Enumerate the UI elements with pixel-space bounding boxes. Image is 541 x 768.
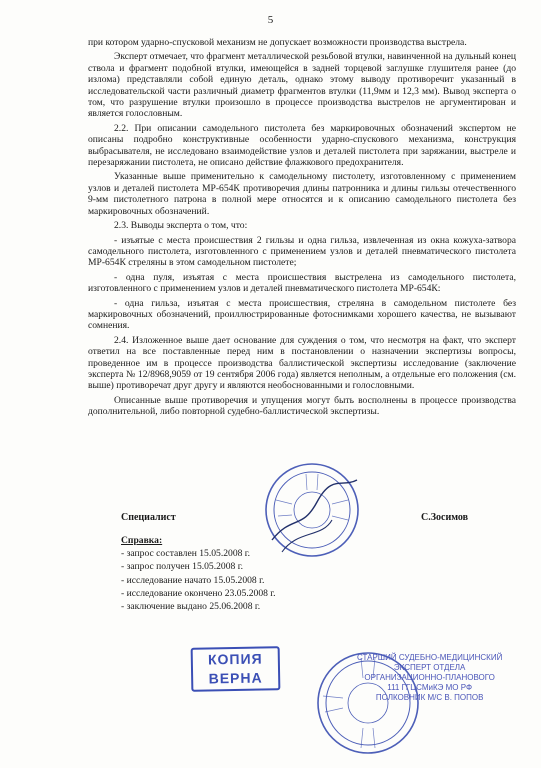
official-stamp-line: ПОЛКОВНИК М/С В. ПОПОВ	[375, 693, 484, 702]
signature-name: С.Зосимов	[421, 512, 469, 523]
reference-item: - исследование окончено 23.05.2008 г.	[121, 587, 276, 599]
paragraph: 2.4. Изложенное выше дает основание для суждения о том, что несмотря на факт, что эксперт ответил на все поставленные перед ним в постановлении о назначении экспертизы вопросы, проведенное им в процессе производства баллистической экспертизы исследование (заключение эксперта № 12/8968,9059 от 19 сентября 2006 года) является неполным, а отдельные его положения (см. выше) противоречат друг другу и являются необоснованными и голословными.	[88, 334, 516, 392]
official-stamp-text	[357, 653, 502, 703]
document-body	[88, 37, 516, 421]
page-number: 5	[267, 14, 274, 26]
copy-stamp-line: КОПИЯ	[207, 650, 263, 668]
reference-title: Справка:	[121, 535, 163, 546]
reference-item: - заключение выдано 25.06.2008 г.	[121, 601, 261, 613]
paragraph: 2.3. Выводы эксперта о том, что:	[114, 220, 248, 232]
copy-stamp-line: ВЕРНА	[208, 669, 263, 687]
paragraph: Указанные выше применительно к самодельному пистолету, изготовленному с применением узлов и деталей пистолета МР-654К противоречия длины патронника и длины гильзы отечественного 9-мм пистолетного патрона в полной мере относятся и к описанию самодельного пистолета без маркировочных обозначений.	[88, 171, 516, 217]
paragraph: - изъятые с места происшествия 2 гильзы и одна гильза, извлеченная из окна кожуха-затвора самодельного пистолета, изготовленного с применением узлов и деталей пневматического пистолета МР-654К стреляны в этом самодельном пистолете;	[88, 234, 516, 269]
copy-certified-stamp	[191, 646, 281, 692]
official-stamp-line: СТАРШИЙ СУДЕБНО-МЕДИЦИНСКИЙ	[357, 653, 503, 662]
paragraph: Эксперт отмечает, что фрагмент металлической резьбовой втулки, навинченной на дульный конец ствола и фрагмент подобной втулки, имеющейся в задней торцевой заглушке глушителя ранее (до излома) представляли собой единую деталь, однако этому выводу противоречит указанный в исследовательской части различный диаметр фрагментов втулки (11,9мм и 12,3 мм). Вывод эксперта о том, что разрушение втулки произошло в процессе производства выстрелов не аргументирован и является голословным.	[88, 51, 516, 120]
paragraph: Описанные выше противоречия и упущения могут быть восполнены в процессе производства дополнительной, либо повторной судебно-баллистической экспертизы.	[88, 394, 516, 418]
paragraph: 2.2. При описании самодельного пистолета без маркировочных обозначений экспертом не описаны подробно конструктивные особенности ударно-спускового механизма, конструкция выбрасывателя, не исследовано взаимодействие узлов и деталей пистолета при заряжании, выстреле и перезаряжании пистолета, не описано действие флажкового предохранителя.	[88, 122, 516, 169]
reference-item: - исследование начато 15.05.2008 г.	[121, 574, 265, 586]
paragraph: при котором ударно-спусковой механизм не допускает возможности производства выстрела.	[88, 37, 467, 48]
paragraph: - одна пуля, изъятая с места происшествия выстрелена из самодельного пистолета, изготовленного с применением узлов и деталей пневматического пистолета МР-654К:	[88, 271, 516, 295]
reference-item: - запрос составлен 15.05.2008 г.	[121, 548, 251, 560]
reference-block	[121, 534, 276, 613]
official-stamp-line: ОРГАНИЗАЦИОННО-ПЛАНОВОГО	[364, 673, 495, 682]
official-stamp-line: ЭКСПЕРТ ОТДЕЛА	[393, 663, 466, 672]
round-stamp-signature	[262, 460, 362, 560]
official-stamp-line: 111 ГГЦСМиКЭ МО РФ	[387, 683, 473, 692]
paragraph: - одна гильза, изъятая с места происшествия, стреляна в самодельном пистолете без маркировочных обозначений, проиллюстрированные фотоснимками хорошего качества, не вызывают сомнения.	[88, 297, 516, 332]
reference-item: - запрос получен 15.05.2008 г.	[121, 561, 243, 573]
signature-label: Специалист	[121, 512, 176, 523]
